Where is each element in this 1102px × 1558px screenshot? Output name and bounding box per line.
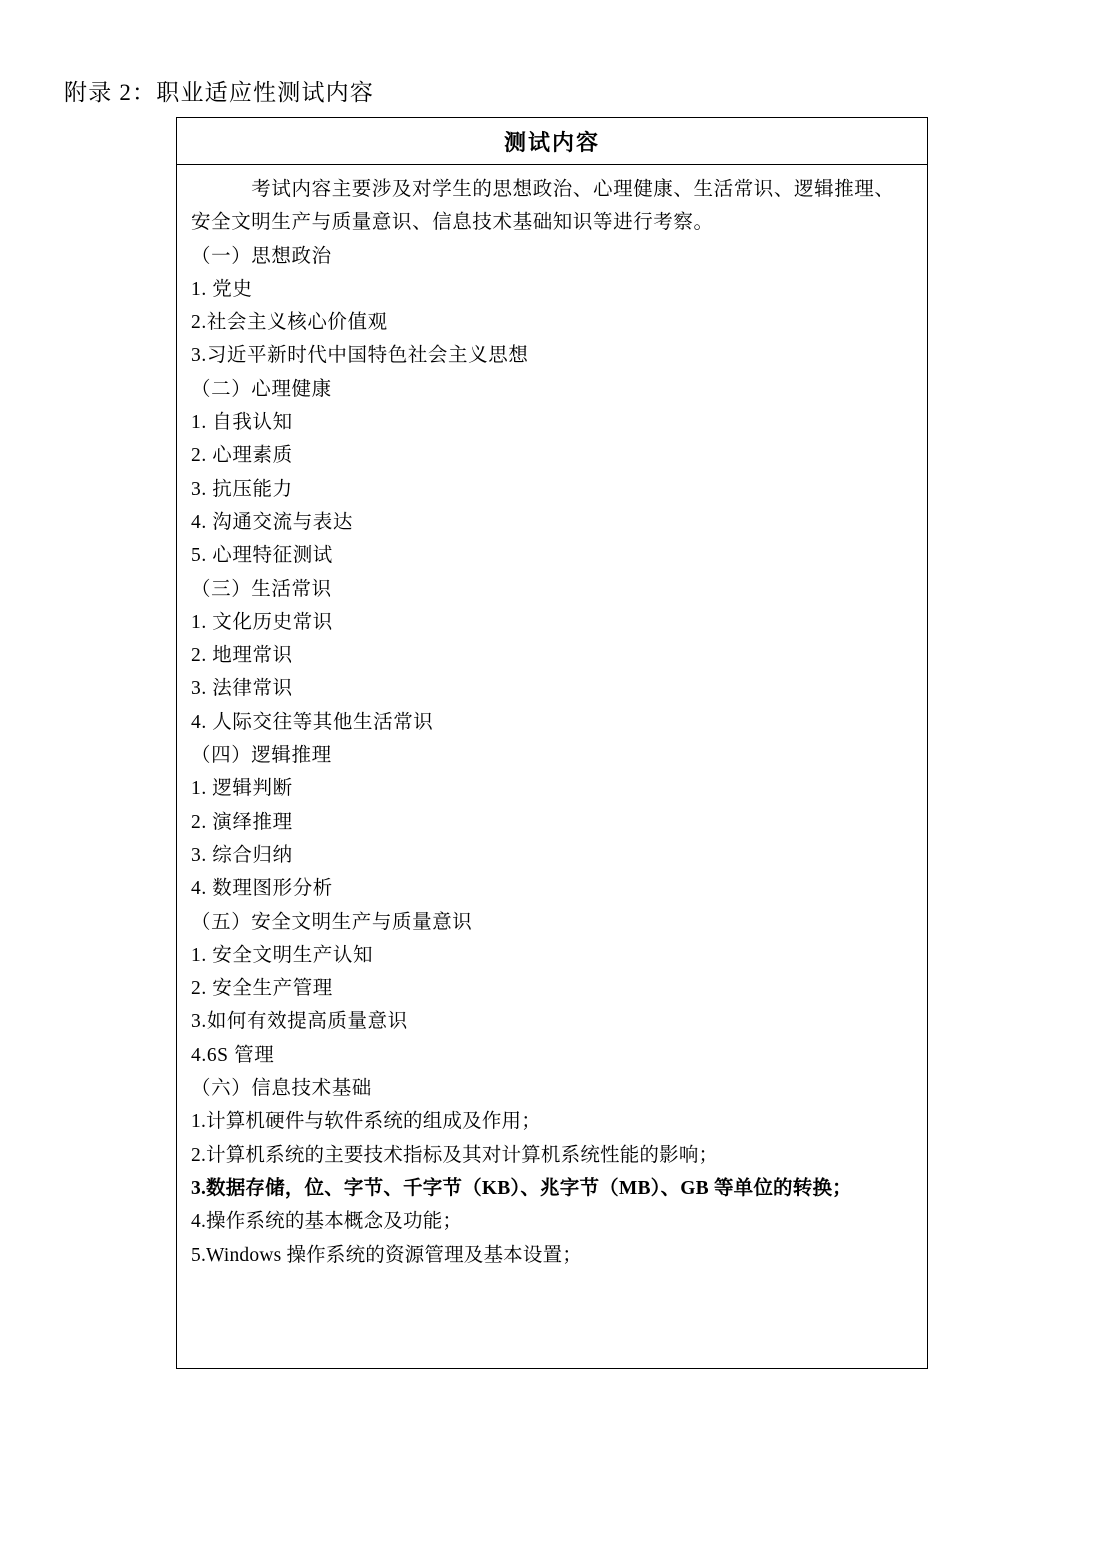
content-line: 3.习近平新时代中国特色社会主义思想 [191, 345, 529, 367]
content-line: 4. 人际交往等其他生活常识 [191, 711, 434, 733]
content-line: 4. 沟通交流与表达 [191, 511, 354, 533]
content-line: （三）生活常识 [191, 578, 332, 600]
content-line: 2. 心理素质 [191, 445, 293, 467]
content-line: 5.Windows 操作系统的资源管理及基本设置； [191, 1244, 582, 1266]
content-line: 3. 法律常识 [191, 678, 293, 700]
content-line: 3. 综合归纳 [191, 844, 293, 866]
content-line: 3.数据存储，位、字节、千字节（KB）、兆字节（MB）、GB 等单位的转换； [191, 1177, 852, 1199]
content-table [176, 117, 928, 1369]
content-line: 3. 抗压能力 [191, 478, 293, 500]
content-line: 安全文明生产与质量意识、信息技术基础知识等进行考察。 [191, 212, 714, 234]
content-line: 1. 安全文明生产认知 [191, 944, 374, 966]
content-line: （一）思想政治 [191, 245, 332, 267]
content-line: （二）心理健康 [191, 378, 332, 400]
content-line: （四）逻辑推理 [191, 745, 332, 767]
content-line: 1.计算机硬件与软件系统的组成及作用； [191, 1111, 541, 1133]
table-body [177, 165, 927, 1368]
content-line: 2.计算机系统的主要技术指标及其对计算机系统性能的影响； [191, 1144, 719, 1166]
content-line: 5. 心理特征测试 [191, 545, 333, 567]
content-line: 4.操作系统的基本概念及功能； [191, 1211, 463, 1233]
content-line: 4.6S 管理 [191, 1044, 275, 1066]
page-title: 附录 2：职业适应性测试内容 [64, 80, 375, 105]
table-title: 测试内容 [177, 118, 927, 165]
content-line: （六）信息技术基础 [191, 1078, 372, 1100]
content-line: 2. 演绎推理 [191, 811, 293, 833]
content-line: 1. 逻辑判断 [191, 778, 293, 800]
content-line: 考试内容主要涉及对学生的思想政治、心理健康、生活常识、逻辑推理、 [191, 179, 895, 200]
content-line: （五）安全文明生产与质量意识 [191, 911, 473, 933]
content-line: 3.如何有效提高质量意识 [191, 1011, 408, 1033]
content-line: 4. 数理图形分析 [191, 878, 333, 900]
content-line: 2. 安全生产管理 [191, 978, 333, 1000]
content-line: 1. 自我认知 [191, 412, 293, 434]
table-bottom-spacer [191, 1272, 913, 1308]
content-line: 2.社会主义核心价值观 [191, 312, 388, 334]
content-line: 2. 地理常识 [191, 645, 293, 667]
content-line: 1. 文化历史常识 [191, 611, 333, 633]
content-line: 1. 党史 [191, 278, 253, 300]
